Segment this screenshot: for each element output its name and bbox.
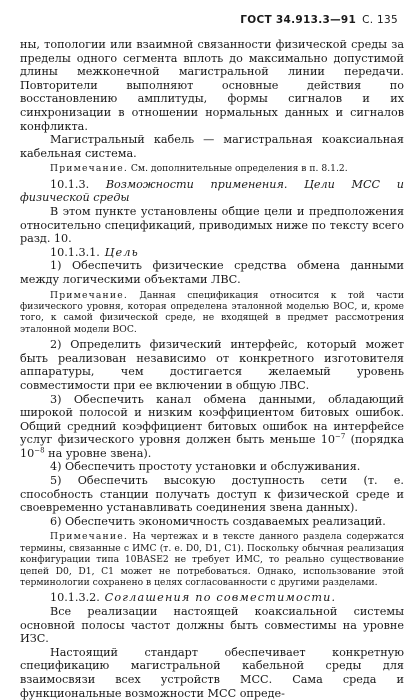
page-header (240, 14, 398, 26)
document-body (20, 38, 404, 700)
section-title: Возможности применения. Цели МСС и физической среды (20, 177, 404, 205)
section-number: 10.1.3.2. (50, 591, 100, 605)
section-number: 10.1.3. (50, 177, 90, 191)
note-label: Примечание. (50, 531, 128, 543)
section-number: 10.1.3.1. (50, 245, 100, 259)
note (20, 163, 404, 174)
section-heading (20, 591, 404, 605)
note (20, 290, 404, 336)
list-item: 2) Определить физический интерфейс, который может быть реализован независимо от конкретного изготовителя аппаратуры, чем достигается желаемый уровень совместимости при ее включении в общую ЛВС. (20, 338, 404, 392)
exponent: −8 (34, 446, 45, 455)
list-item: 4) Обеспечить простоту установки и обслуживания. (50, 460, 361, 474)
section-title: Соглашения по совместимости. (99, 591, 337, 605)
note-label: Примечание. (50, 163, 128, 175)
section-title: Цель (99, 245, 139, 259)
note-text: На чертежах и в тексте данного раздела содержатся термины, связанные с ИМС (т. е. D0, D1, C1). Поскольку обычная реализация конфигурации типа 10BASE2 не требует ИМС, то реально существование цепей D0, D1, C1 может не потребоваться. Однако, использование этой терминологии сохранено в целях согласованности с другими разделами. (20, 531, 404, 589)
section-heading (20, 246, 404, 260)
list-item: 1) Обеспечить физические средства обмена данными между логическими объектами ЛВС. (20, 259, 404, 286)
exponent: −7 (335, 432, 346, 441)
list-item: 5) Обеспечить высокую доступность сети (т. е. способность станции получать доступ к физической среде и своевременно устанавливать соединения звена данных). (20, 474, 404, 515)
note-text: Данная спецификация относится к той части физического уровня, которая определена эталонной моделью ВОС, и, кроме того, к самой физической среде, не входящей в предмет рассмотрения эталонной модели ВОС. (20, 289, 404, 335)
paragraph: Все реализации настоящей коаксиальной системы основной полосы частот должны быть совместимы на уровне ИЗС. (20, 605, 404, 646)
paragraph: ны, топологии или взаимной связанности физической среды за пределы одного сегмента вплоть до максимально допустимой длины межконечной магистральной линии передачи. Повторители выполняют основные действия по восстановлению амплитуды, формы сигналов и их синхронизации в отношении нормальных данных и сигналов конфликта. (20, 38, 404, 133)
list-item: 3) Обеспечить канал обмена данными, обладающий широкой полосой и низким коэффициентом битовых ошибок. Общий средний коэффициент битовых ошибок на интерфейсе услуг физического уровня должен быть меньше $10^{-7}$ (порядка $10^{-8}$ на уровне звена). (20, 392, 404, 460)
standard-number: ГОСТ 34.913.3—91 (240, 14, 357, 26)
paragraph: Магистральный кабель — магистральная коаксиальная кабельная система. (20, 133, 404, 160)
note (20, 531, 404, 588)
paragraph: Настоящий стандарт обеспечивает конкретную спецификацию магистральной кабельной среды для взаимосвязи всех устройств МСС. Сама среда и функциональные возможности МСС опреде- (20, 645, 404, 700)
note-text: См. дополнительные определения в п. 8.1.2. (127, 163, 348, 175)
section-heading (20, 178, 404, 205)
note-label: Примечание. (50, 289, 128, 301)
paragraph: В этом пункте установлены общие цели и предположения относительно спецификаций, приводимых ниже по тексту всего разд. 10. (20, 204, 404, 246)
list-item: 6) Обеспечить экономичность создаваемых реализаций. (50, 514, 386, 528)
page-number: С. 135 (362, 14, 398, 26)
